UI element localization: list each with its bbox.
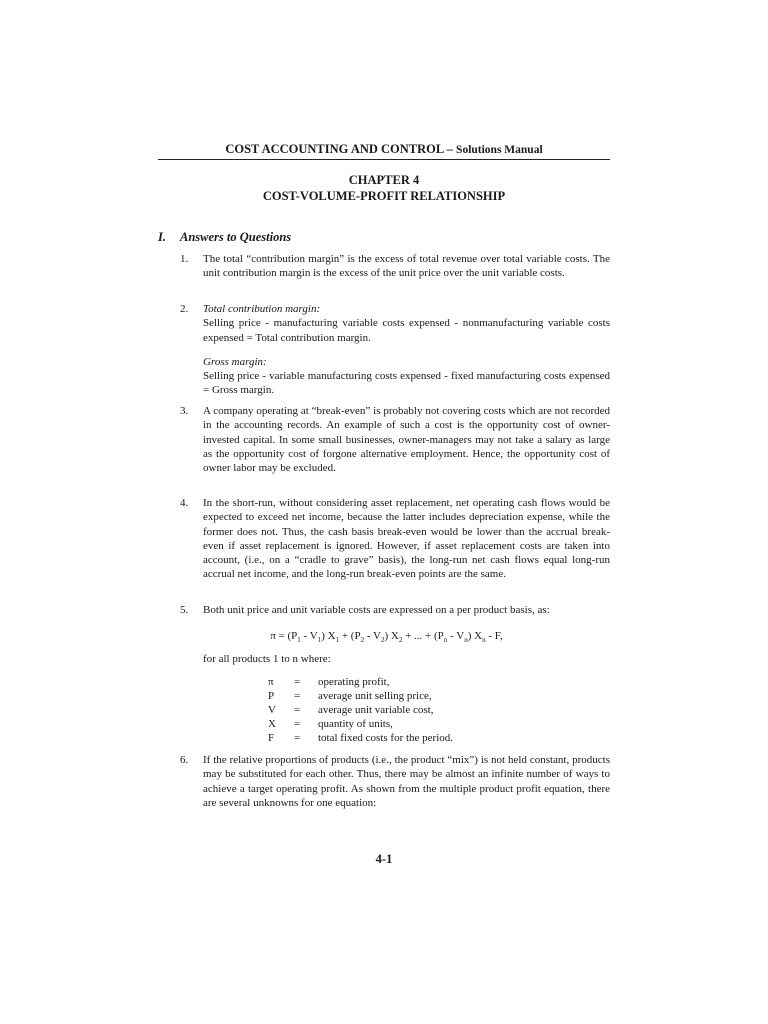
subheading-contribution-margin: Total contribution margin: [203,303,321,315]
book-title: COST ACCOUNTING AND CONTROL – [225,142,457,156]
answer-2 [180,302,610,398]
running-header [158,142,610,157]
definition-row: X = quantity of units, [268,718,393,730]
section-title: Answers to Questions [180,230,292,244]
answer-4 [180,496,610,582]
contribution-margin-text: Selling price - manufacturing variable costs expensed - nonmanufacturing variable costs expensed = Total contribution margin. [203,317,610,344]
chapter-label: CHAPTER 4 [348,173,420,187]
answer-3 [180,404,610,475]
answer-1 [180,252,610,281]
section-number: I. [158,230,166,244]
formula-where-clause: for all products 1 to n where: [203,653,331,665]
answer-5 [180,603,610,617]
answer-number: 1. [180,253,189,265]
answer-number: 5. [180,604,189,616]
answer-6 [180,753,610,810]
answer-text: If the relative proportions of products (i.e., the product “mix”) is not held constant, products may be substituted for each other. Thus, there may be almost an infinite number of ways to achieve a target operating profit. As shown from the multiple product profit equation, there are several unknowns for one equation: [203,754,610,809]
answer-text: The total “contribution margin” is the excess of total revenue over total variable costs. The unit contribution margin is the excess of the unit price over the unit variable costs. [203,253,610,280]
chapter-heading [158,172,610,204]
page-number: 4-1 [375,852,393,866]
definition-row: P = average unit selling price, [268,690,432,702]
answer-text: Both unit price and unit variable costs are expressed on a per product basis, as: [203,604,550,616]
header-rule [158,159,610,160]
answer-number: 3. [180,405,189,417]
answer-number: 6. [180,754,189,766]
definition-row: F = total fixed costs for the period. [268,732,454,744]
answer-text: In the short-run, without considering asset replacement, net operating cash flows would be expected to exceed net income, because the latter includes depreciation expense, while the former does not. Thus, the cash basis break-even would be lower than the accrual break-even if asset replacement is ignored. However, if asset replacement costs are taken into account, (i.e., on a “cradle to grave” basis), the long-run net cash flows equal long-run accrual net income, and the long-run break-even points are the same. [203,497,610,581]
answer-number: 2. [180,303,189,315]
gross-margin-text: Selling price - variable manufacturing costs expensed - fixed manufacturing costs expensed = Gross margin. [203,370,610,397]
definition-row: π = operating profit, [268,676,390,688]
profit-equation: $\pi = (P_1 - V_1) X_1 + (P_2 - V_2) X_2$ + ... + $(P_n - V_n)$ $X_n$ - F, [270,630,503,645]
answer-number: 4. [180,497,189,509]
definition-row: V = average unit variable cost, [268,704,434,716]
answer-text: A company operating at “break-even” is probably not covering costs which are not recorded in the accounting records. An example of such a cost is the opportunity cost of owner-invested capital. In some small businesses, owner-managers may not take a salary as large as the opportunity cost of forgone alternative employment. Hence, the opportunity cost of owner labor may be excluded. [203,405,610,475]
book-subtitle: Solutions Manual [456,144,543,156]
subheading-gross-margin: Gross margin: [203,355,267,368]
chapter-title: COST-VOLUME-PROFIT RELATIONSHIP [262,189,506,203]
variable-definitions [268,675,453,745]
section-heading [158,230,291,245]
